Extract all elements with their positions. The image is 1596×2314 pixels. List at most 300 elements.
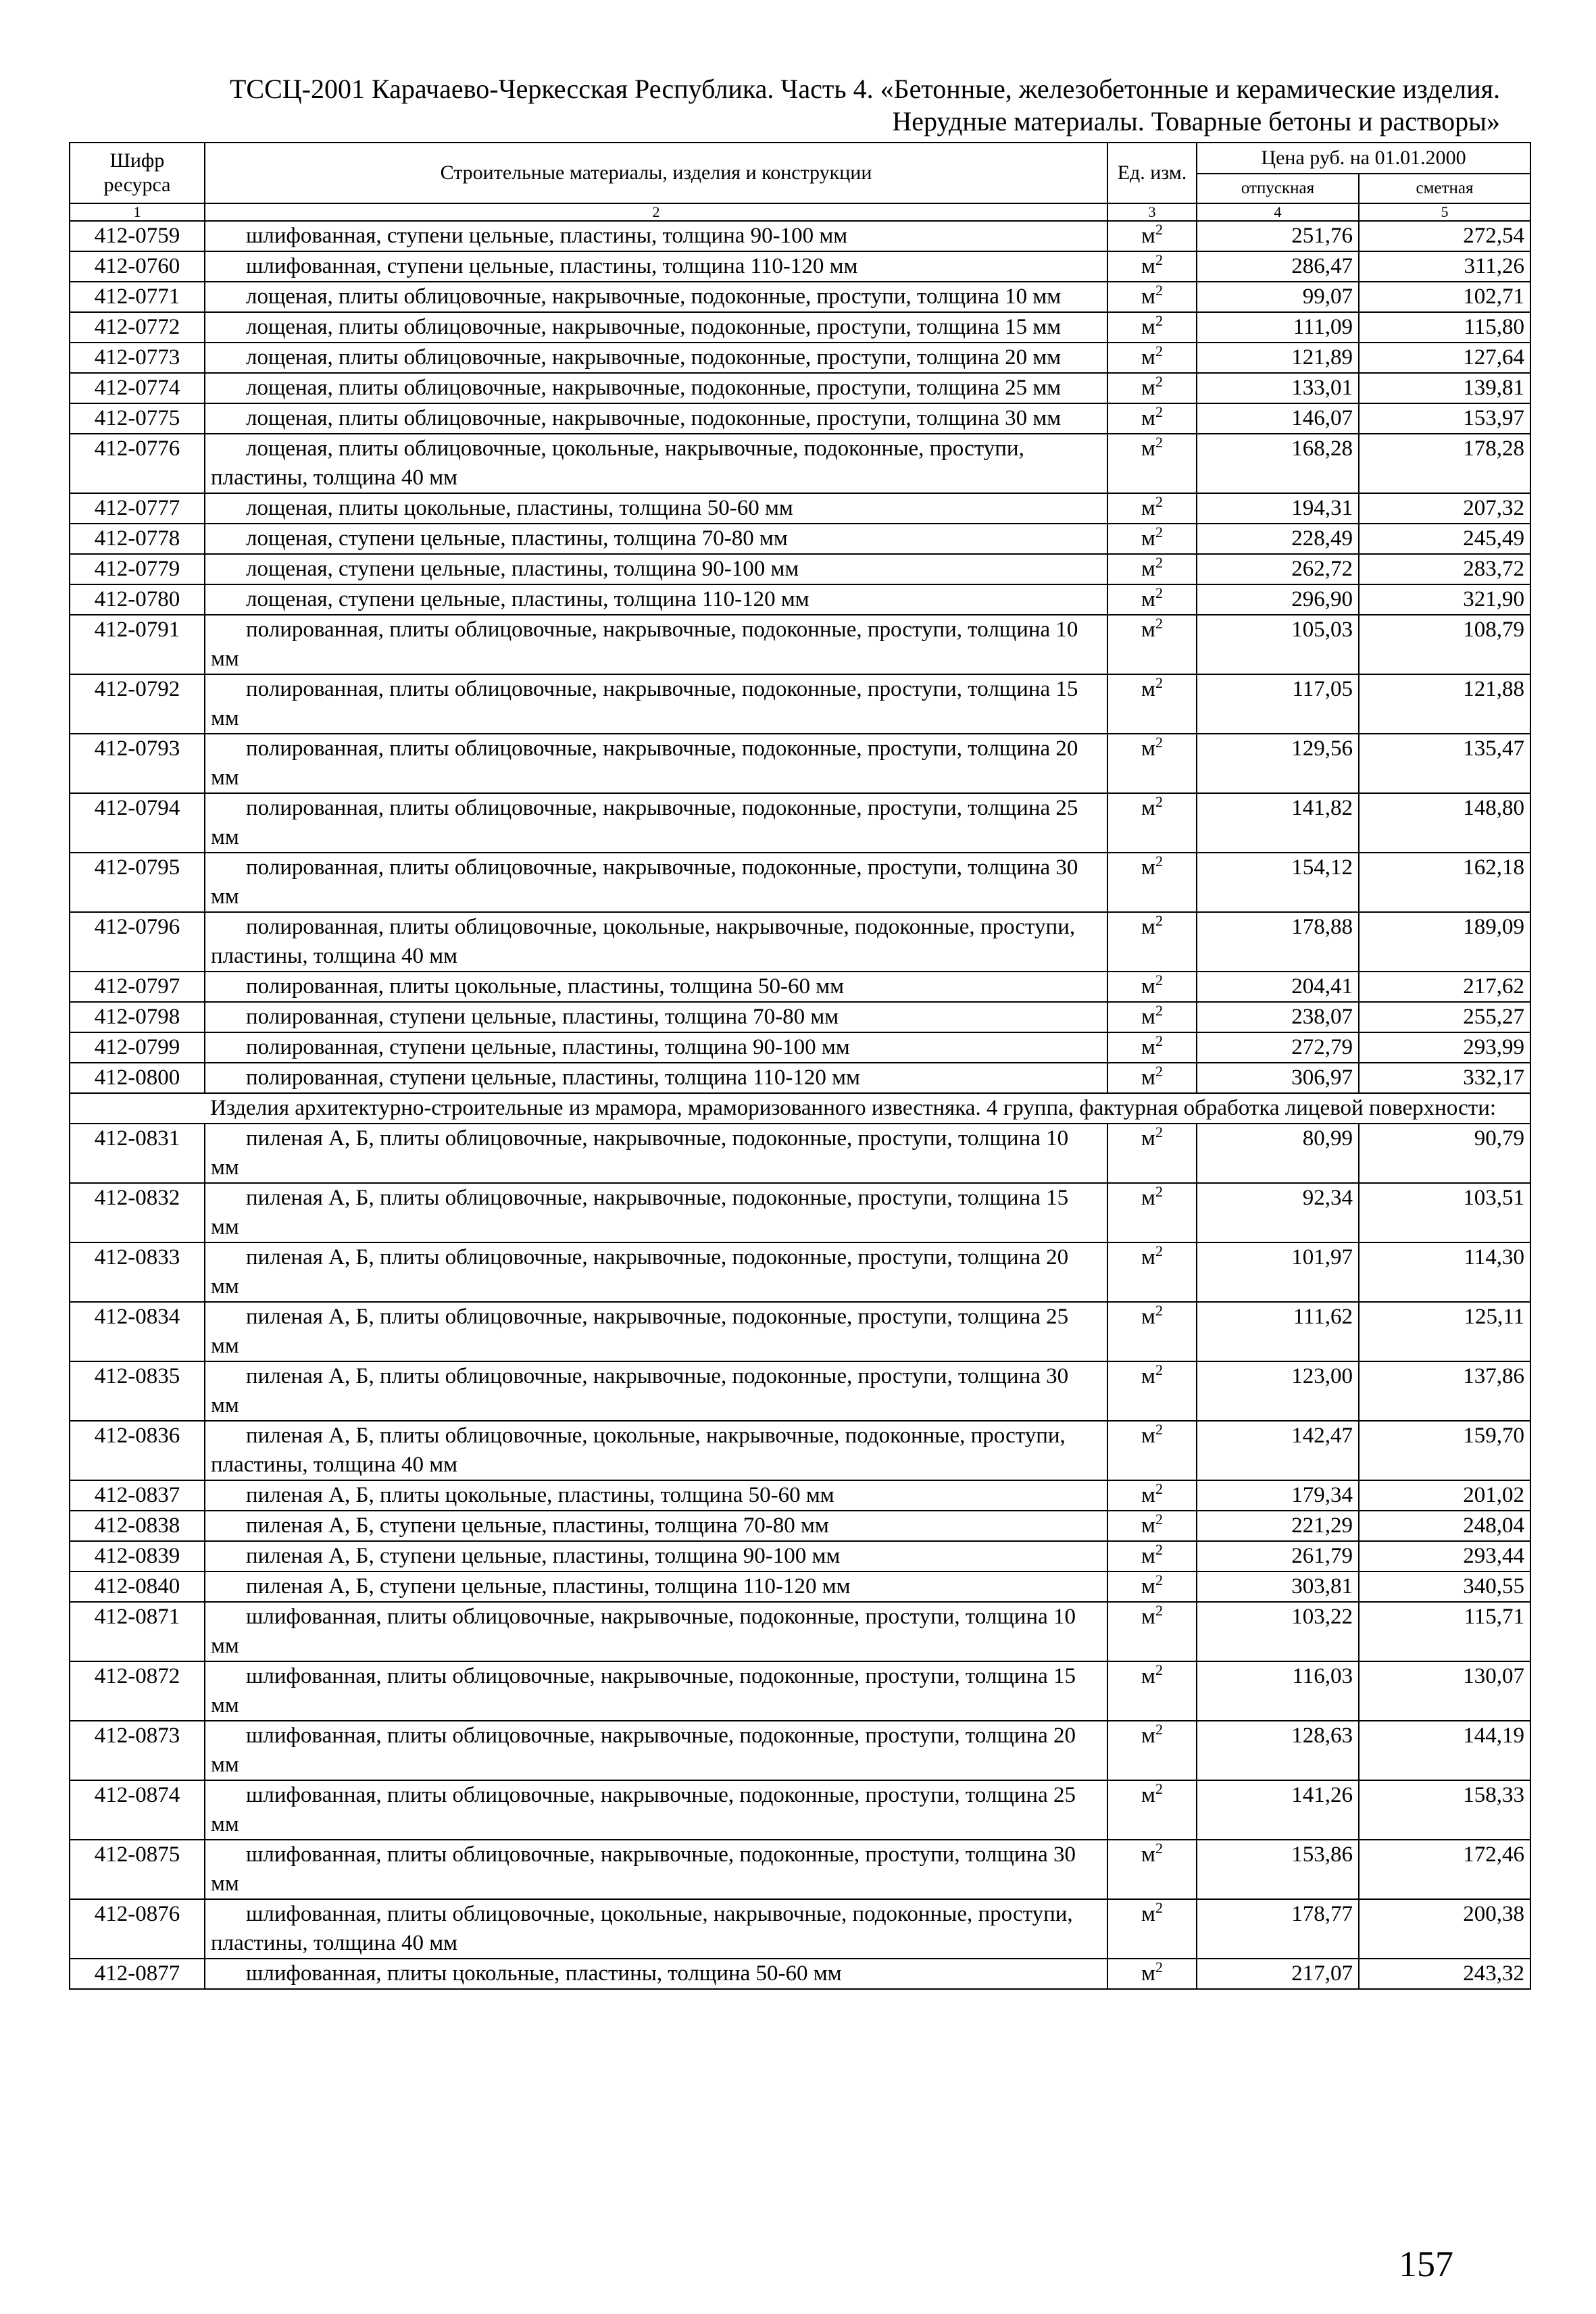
estimate-price: 158,33: [1359, 1780, 1530, 1840]
estimate-price: 178,28: [1359, 434, 1530, 493]
unit-superscript: 2: [1155, 1002, 1163, 1019]
material-description: [205, 1899, 1107, 1959]
estimate-price: 207,32: [1359, 493, 1530, 524]
unit-superscript: 2: [1155, 912, 1163, 929]
unit-base: м: [1141, 1605, 1155, 1629]
unit-superscript: 2: [1155, 282, 1163, 299]
resource-code: 412-0771: [70, 282, 205, 312]
table-row: [70, 734, 1530, 793]
unit-cell: [1107, 1242, 1197, 1302]
resource-code: 412-0839: [70, 1541, 205, 1571]
material-description-text: пиленая А, Б, плиты облицовочные, цокольные, накрывочные, подоконные, проступи, пластины, толщина 40 мм: [211, 1424, 1066, 1477]
unit-cell: [1107, 1063, 1197, 1093]
table-row: [70, 1002, 1530, 1032]
table-row: [70, 343, 1530, 373]
material-description-text: шлифованная, ступени цельные, пластины, толщина 90-100 мм: [246, 224, 848, 248]
unit-superscript: 2: [1155, 1959, 1163, 1976]
material-description-text: шлифованная, плиты облицовочные, цокольные, накрывочные, подоконные, проступи, пластины, толщина 40 мм: [211, 1902, 1073, 1955]
unit-superscript: 2: [1155, 493, 1163, 510]
unit-superscript: 2: [1155, 853, 1163, 870]
unit-superscript: 2: [1155, 434, 1163, 451]
table-row: [70, 1063, 1530, 1093]
unit-superscript: 2: [1155, 1361, 1163, 1378]
col-release-header: отпускная: [1197, 174, 1359, 203]
unit-superscript: 2: [1155, 373, 1163, 390]
estimate-price: 293,99: [1359, 1032, 1530, 1063]
resource-code: 412-0836: [70, 1421, 205, 1480]
section-blank-cell: [70, 1093, 205, 1124]
estimate-price: 153,97: [1359, 403, 1530, 434]
col-estimate-header: сметная: [1359, 174, 1530, 203]
release-price: 296,90: [1197, 584, 1359, 615]
material-description: [205, 1602, 1107, 1661]
material-description: [205, 554, 1107, 584]
material-description-text: лощеная, плиты цокольные, пластины, толщина 50-60 мм: [246, 496, 793, 520]
unit-cell: [1107, 434, 1197, 493]
col-number: 4: [1197, 203, 1359, 221]
unit-cell: [1107, 972, 1197, 1002]
resource-code: 412-0778: [70, 524, 205, 554]
material-description: [205, 1302, 1107, 1361]
material-description-text: пиленая А, Б, плиты облицовочные, накрывочные, подоконные, проступи, толщина 30 мм: [211, 1364, 1069, 1417]
unit-cell: [1107, 1480, 1197, 1511]
material-description-text: шлифованная, плиты облицовочные, накрывочные, подоконные, проступи, толщина 25 мм: [211, 1783, 1076, 1836]
estimate-price: 243,32: [1359, 1959, 1530, 1989]
resource-code: 412-0794: [70, 793, 205, 853]
material-description: [205, 221, 1107, 251]
resource-code: 412-0799: [70, 1032, 205, 1063]
unit-base: м: [1141, 254, 1155, 278]
estimate-price: 200,38: [1359, 1899, 1530, 1959]
release-price: 146,07: [1197, 403, 1359, 434]
unit-cell: [1107, 221, 1197, 251]
resource-code: 412-0797: [70, 972, 205, 1002]
release-price: 128,63: [1197, 1721, 1359, 1780]
table-row: [70, 972, 1530, 1002]
resource-code: 412-0832: [70, 1183, 205, 1242]
material-description-text: лощеная, плиты облицовочные, накрывочные, подоконные, проступи, толщина 15 мм: [246, 315, 1062, 339]
unit-base: м: [1141, 315, 1155, 339]
unit-base: м: [1141, 736, 1155, 761]
resource-code: 412-0795: [70, 853, 205, 912]
table-row: [70, 1302, 1530, 1361]
column-numbers-row: [70, 203, 1530, 221]
release-price: 286,47: [1197, 251, 1359, 282]
material-description: [205, 251, 1107, 282]
resource-code: 412-0759: [70, 221, 205, 251]
table-row: [70, 1032, 1530, 1063]
material-description: [205, 1721, 1107, 1780]
release-price: 121,89: [1197, 343, 1359, 373]
resource-code: 412-0874: [70, 1780, 205, 1840]
estimate-price: 201,02: [1359, 1480, 1530, 1511]
unit-cell: [1107, 912, 1197, 972]
material-description: [205, 1124, 1107, 1183]
release-price: 141,26: [1197, 1780, 1359, 1840]
table-row: [70, 524, 1530, 554]
table-body: [70, 221, 1530, 1989]
table-row: [70, 1602, 1530, 1661]
material-description: [205, 373, 1107, 403]
release-price: 238,07: [1197, 1002, 1359, 1032]
table-row: [70, 1421, 1530, 1480]
unit-superscript: 2: [1155, 674, 1163, 691]
material-description: [205, 282, 1107, 312]
material-description: [205, 1242, 1107, 1302]
release-price: 272,79: [1197, 1032, 1359, 1063]
resource-code: 412-0798: [70, 1002, 205, 1032]
unit-superscript: 2: [1155, 1063, 1163, 1080]
table-row: [70, 1124, 1530, 1183]
release-price: 194,31: [1197, 493, 1359, 524]
unit-cell: [1107, 615, 1197, 674]
material-description: [205, 615, 1107, 674]
material-description-text: пиленая А, Б, плиты облицовочные, накрывочные, подоконные, проступи, толщина 25 мм: [211, 1305, 1069, 1358]
unit-superscript: 2: [1155, 1721, 1163, 1738]
unit-superscript: 2: [1155, 734, 1163, 751]
estimate-price: 103,51: [1359, 1183, 1530, 1242]
unit-cell: [1107, 1511, 1197, 1541]
unit-superscript: 2: [1155, 1661, 1163, 1678]
material-description-text: полированная, плиты облицовочные, накрывочные, подоконные, проступи, толщина 15 мм: [211, 677, 1078, 730]
material-description-text: шлифованная, плиты облицовочные, накрывочные, подоконные, проступи, толщина 10 мм: [211, 1605, 1076, 1658]
estimate-price: 255,27: [1359, 1002, 1530, 1032]
table-row: [70, 251, 1530, 282]
unit-base: м: [1141, 587, 1155, 611]
material-description: [205, 1480, 1107, 1511]
unit-cell: [1107, 1721, 1197, 1780]
unit-superscript: 2: [1155, 403, 1163, 420]
unit-cell: [1107, 403, 1197, 434]
table-row: [70, 1511, 1530, 1541]
material-description: [205, 343, 1107, 373]
resource-code: 412-0873: [70, 1721, 205, 1780]
unit-base: м: [1141, 496, 1155, 520]
estimate-price: 90,79: [1359, 1124, 1530, 1183]
material-description-text: лощеная, ступени цельные, пластины, толщина 110-120 мм: [246, 587, 809, 611]
material-description-text: пиленая А, Б, ступени цельные, пластины, толщина 90-100 мм: [246, 1544, 841, 1568]
release-price: 303,81: [1197, 1571, 1359, 1602]
resource-code: 412-0760: [70, 251, 205, 282]
resource-code: 412-0800: [70, 1063, 205, 1093]
unit-cell: [1107, 1661, 1197, 1721]
unit-superscript: 2: [1155, 1302, 1163, 1319]
unit-base: м: [1141, 1574, 1155, 1599]
table-row: [70, 221, 1530, 251]
unit-superscript: 2: [1155, 524, 1163, 540]
material-description: [205, 434, 1107, 493]
release-price: 204,41: [1197, 972, 1359, 1002]
unit-base: м: [1141, 1005, 1155, 1029]
material-description: [205, 1780, 1107, 1840]
release-price: 105,03: [1197, 615, 1359, 674]
material-description-text: лощеная, плиты облицовочные, накрывочные, подоконные, проступи, толщина 25 мм: [246, 376, 1062, 400]
table-row: [70, 434, 1530, 493]
unit-superscript: 2: [1155, 1242, 1163, 1259]
estimate-price: 172,46: [1359, 1840, 1530, 1899]
table-row: [70, 493, 1530, 524]
resource-code: 412-0792: [70, 674, 205, 734]
table-row: [70, 1541, 1530, 1571]
material-description: [205, 1511, 1107, 1541]
col-unit-header: Ед. изм.: [1107, 143, 1197, 203]
material-description-text: пиленая А, Б, ступени цельные, пластины, толщина 70-80 мм: [246, 1513, 829, 1538]
resource-code: 412-0835: [70, 1361, 205, 1421]
resource-code: 412-0833: [70, 1242, 205, 1302]
release-price: 221,29: [1197, 1511, 1359, 1541]
release-price: 111,09: [1197, 312, 1359, 343]
unit-cell: [1107, 1840, 1197, 1899]
table-row: [70, 403, 1530, 434]
resource-code: 412-0776: [70, 434, 205, 493]
unit-cell: [1107, 674, 1197, 734]
estimate-price: 135,47: [1359, 734, 1530, 793]
material-description: [205, 312, 1107, 343]
material-description-text: шлифованная, ступени цельные, пластины, толщина 110-120 мм: [246, 254, 858, 278]
table-row: [70, 282, 1530, 312]
release-price: 101,97: [1197, 1242, 1359, 1302]
unit-cell: [1107, 1361, 1197, 1421]
estimate-price: 340,55: [1359, 1571, 1530, 1602]
document-title-line1: ТССЦ-2001 Карачаево-Черкесская Республика. Часть 4. «Бетонные, железобетонные и керамические изделия.: [229, 74, 1500, 104]
estimate-price: 293,44: [1359, 1541, 1530, 1571]
unit-superscript: 2: [1155, 1183, 1163, 1200]
release-price: 228,49: [1197, 524, 1359, 554]
unit-base: м: [1141, 974, 1155, 999]
unit-base: м: [1141, 1664, 1155, 1688]
estimate-price: 321,90: [1359, 584, 1530, 615]
unit-cell: [1107, 1124, 1197, 1183]
table-row: [70, 312, 1530, 343]
estimate-price: 283,72: [1359, 554, 1530, 584]
unit-base: м: [1141, 1842, 1155, 1867]
unit-superscript: 2: [1155, 343, 1163, 359]
unit-base: м: [1141, 915, 1155, 939]
table-row: [70, 1840, 1530, 1899]
release-price: 116,03: [1197, 1661, 1359, 1721]
unit-superscript: 2: [1155, 972, 1163, 988]
resource-code: 412-0872: [70, 1661, 205, 1721]
resource-code: 412-0876: [70, 1899, 205, 1959]
release-price: 251,76: [1197, 221, 1359, 251]
material-description: [205, 1541, 1107, 1571]
unit-base: м: [1141, 1961, 1155, 1986]
estimate-price: 115,80: [1359, 312, 1530, 343]
release-price: 168,28: [1197, 434, 1359, 493]
unit-cell: [1107, 584, 1197, 615]
resource-code: 412-0838: [70, 1511, 205, 1541]
material-description: [205, 1959, 1107, 1989]
estimate-price: 108,79: [1359, 615, 1530, 674]
release-price: 178,88: [1197, 912, 1359, 972]
material-description-text: пиленая А, Б, плиты облицовочные, накрывочные, подоконные, проступи, толщина 15 мм: [211, 1186, 1069, 1239]
unit-base: м: [1141, 1186, 1155, 1210]
material-description: [205, 1571, 1107, 1602]
unit-cell: [1107, 734, 1197, 793]
material-description-text: пиленая А, Б, ступени цельные, пластины, толщина 110-120 мм: [246, 1574, 851, 1599]
table-row: [70, 1780, 1530, 1840]
unit-superscript: 2: [1155, 554, 1163, 571]
material-description: [205, 1361, 1107, 1421]
table-row: [70, 1361, 1530, 1421]
release-price: 123,00: [1197, 1361, 1359, 1421]
material-description-text: полированная, плиты облицовочные, цокольные, накрывочные, подоконные, проступи, пластины, толщина 40 мм: [211, 915, 1076, 968]
unit-base: м: [1141, 796, 1155, 820]
table-row: [70, 1242, 1530, 1302]
release-price: 178,77: [1197, 1899, 1359, 1959]
material-description-text: полированная, плиты облицовочные, накрывочные, подоконные, проступи, толщина 25 мм: [211, 796, 1078, 849]
unit-base: м: [1141, 224, 1155, 248]
release-price: 141,82: [1197, 793, 1359, 853]
unit-superscript: 2: [1155, 1480, 1163, 1497]
release-price: 142,47: [1197, 1421, 1359, 1480]
material-description-text: полированная, ступени цельные, пластины, толщина 70-80 мм: [246, 1005, 839, 1029]
resource-code: 412-0837: [70, 1480, 205, 1511]
unit-base: м: [1141, 345, 1155, 370]
release-price: 111,62: [1197, 1302, 1359, 1361]
estimate-price: 311,26: [1359, 251, 1530, 282]
material-description-text: пиленая А, Б, плиты облицовочные, накрывочные, подоконные, проступи, толщина 20 мм: [211, 1245, 1069, 1299]
material-description-text: полированная, ступени цельные, пластины, толщина 90-100 мм: [246, 1035, 850, 1059]
unit-superscript: 2: [1155, 1032, 1163, 1049]
table-row: [70, 1183, 1530, 1242]
resource-code: 412-0777: [70, 493, 205, 524]
unit-cell: [1107, 554, 1197, 584]
estimate-price: 332,17: [1359, 1063, 1530, 1093]
release-price: 99,07: [1197, 282, 1359, 312]
unit-cell: [1107, 1183, 1197, 1242]
unit-superscript: 2: [1155, 1511, 1163, 1528]
estimate-price: 127,64: [1359, 343, 1530, 373]
unit-superscript: 2: [1155, 251, 1163, 268]
unit-cell: [1107, 1421, 1197, 1480]
resource-code: 412-0793: [70, 734, 205, 793]
unit-base: м: [1141, 557, 1155, 581]
estimate-price: 125,11: [1359, 1302, 1530, 1361]
price-table: [69, 142, 1531, 1990]
estimate-price: 162,18: [1359, 853, 1530, 912]
material-description-text: шлифованная, плиты цокольные, пластины, толщина 50-60 мм: [246, 1961, 842, 1986]
estimate-price: 115,71: [1359, 1602, 1530, 1661]
unit-cell: [1107, 493, 1197, 524]
resource-code: 412-0834: [70, 1302, 205, 1361]
resource-code: 412-0775: [70, 403, 205, 434]
material-description-text: лощеная, ступени цельные, пластины, толщина 70-80 мм: [246, 526, 788, 551]
table-row: [70, 1721, 1530, 1780]
material-description-text: шлифованная, плиты облицовочные, накрывочные, подоконные, проступи, толщина 20 мм: [211, 1724, 1076, 1777]
unit-base: м: [1141, 376, 1155, 400]
estimate-price: 139,81: [1359, 373, 1530, 403]
unit-cell: [1107, 1302, 1197, 1361]
material-description: [205, 912, 1107, 972]
release-price: 261,79: [1197, 1541, 1359, 1571]
material-description: [205, 972, 1107, 1002]
release-price: 153,86: [1197, 1840, 1359, 1899]
estimate-price: 272,54: [1359, 221, 1530, 251]
unit-cell: [1107, 524, 1197, 554]
material-description: [205, 853, 1107, 912]
material-description-text: лощеная, плиты облицовочные, накрывочные, подоконные, проступи, толщина 20 мм: [246, 345, 1062, 370]
material-description-text: шлифованная, плиты облицовочные, накрывочные, подоконные, проступи, толщина 15 мм: [211, 1664, 1076, 1717]
release-price: 306,97: [1197, 1063, 1359, 1093]
table-row: [70, 615, 1530, 674]
estimate-price: 137,86: [1359, 1361, 1530, 1421]
resource-code: 412-0773: [70, 343, 205, 373]
estimate-price: 159,70: [1359, 1421, 1530, 1480]
material-description-text: лощеная, плиты облицовочные, накрывочные, подоконные, проступи, толщина 30 мм: [246, 406, 1062, 430]
estimate-price: 217,62: [1359, 972, 1530, 1002]
col-name-header: Строительные материалы, изделия и конструкции: [205, 143, 1107, 203]
table-row: [70, 793, 1530, 853]
release-price: 103,22: [1197, 1602, 1359, 1661]
unit-cell: [1107, 1602, 1197, 1661]
resource-code: 412-0774: [70, 373, 205, 403]
unit-cell: [1107, 251, 1197, 282]
resource-code: 412-0780: [70, 584, 205, 615]
estimate-price: 245,49: [1359, 524, 1530, 554]
estimate-price: 148,80: [1359, 793, 1530, 853]
unit-base: м: [1141, 618, 1155, 642]
unit-base: м: [1141, 1544, 1155, 1568]
unit-base: м: [1141, 1513, 1155, 1538]
col-number: 5: [1359, 203, 1530, 221]
material-description: [205, 674, 1107, 734]
unit-superscript: 2: [1155, 312, 1163, 329]
table-row: [70, 674, 1530, 734]
estimate-price: 102,71: [1359, 282, 1530, 312]
estimate-price: 144,19: [1359, 1721, 1530, 1780]
unit-cell: [1107, 1002, 1197, 1032]
material-description: [205, 1032, 1107, 1063]
release-price: 133,01: [1197, 373, 1359, 403]
material-description: [205, 524, 1107, 554]
table-row: [70, 373, 1530, 403]
unit-superscript: 2: [1155, 1840, 1163, 1857]
table-row: [70, 584, 1530, 615]
material-description-text: лощеная, плиты облицовочные, цокольные, накрывочные, подоконные, проступи, пластины, толщина 40 мм: [211, 436, 1024, 490]
release-price: 179,34: [1197, 1480, 1359, 1511]
release-price: 92,34: [1197, 1183, 1359, 1242]
table-row: [70, 1959, 1530, 1989]
section-row: [70, 1093, 1530, 1124]
unit-superscript: 2: [1155, 1899, 1163, 1916]
material-description-text: полированная, ступени цельные, пластины, толщина 110-120 мм: [246, 1065, 860, 1090]
resource-code: 412-0875: [70, 1840, 205, 1899]
section-heading: Изделия архитектурно-строительные из мрамора, мраморизованного известняка. 4 группа, фактурная обработка лицевой поверхности:: [205, 1093, 1530, 1124]
unit-cell: [1107, 1571, 1197, 1602]
unit-base: м: [1141, 1245, 1155, 1269]
unit-base: м: [1141, 1126, 1155, 1151]
unit-base: м: [1141, 284, 1155, 309]
unit-cell: [1107, 793, 1197, 853]
estimate-price: 248,04: [1359, 1511, 1530, 1541]
resource-code: 412-0877: [70, 1959, 205, 1989]
unit-superscript: 2: [1155, 1780, 1163, 1797]
page-number: 157: [1399, 2244, 1453, 2284]
material-description: [205, 584, 1107, 615]
unit-cell: [1107, 312, 1197, 343]
material-description-text: лощеная, плиты облицовочные, накрывочные, подоконные, проступи, толщина 10 мм: [246, 284, 1062, 309]
material-description-text: пиленая А, Б, плиты цокольные, пластины, толщина 50-60 мм: [246, 1483, 834, 1507]
unit-superscript: 2: [1155, 1421, 1163, 1438]
unit-cell: [1107, 373, 1197, 403]
estimate-price: 121,88: [1359, 674, 1530, 734]
unit-cell: [1107, 282, 1197, 312]
resource-code: 412-0779: [70, 554, 205, 584]
material-description-text: полированная, плиты облицовочные, накрывочные, подоконные, проступи, толщина 10 мм: [211, 618, 1078, 671]
unit-superscript: 2: [1155, 1124, 1163, 1140]
material-description-text: полированная, плиты облицовочные, накрывочные, подоконные, проступи, толщина 30 мм: [211, 855, 1078, 909]
